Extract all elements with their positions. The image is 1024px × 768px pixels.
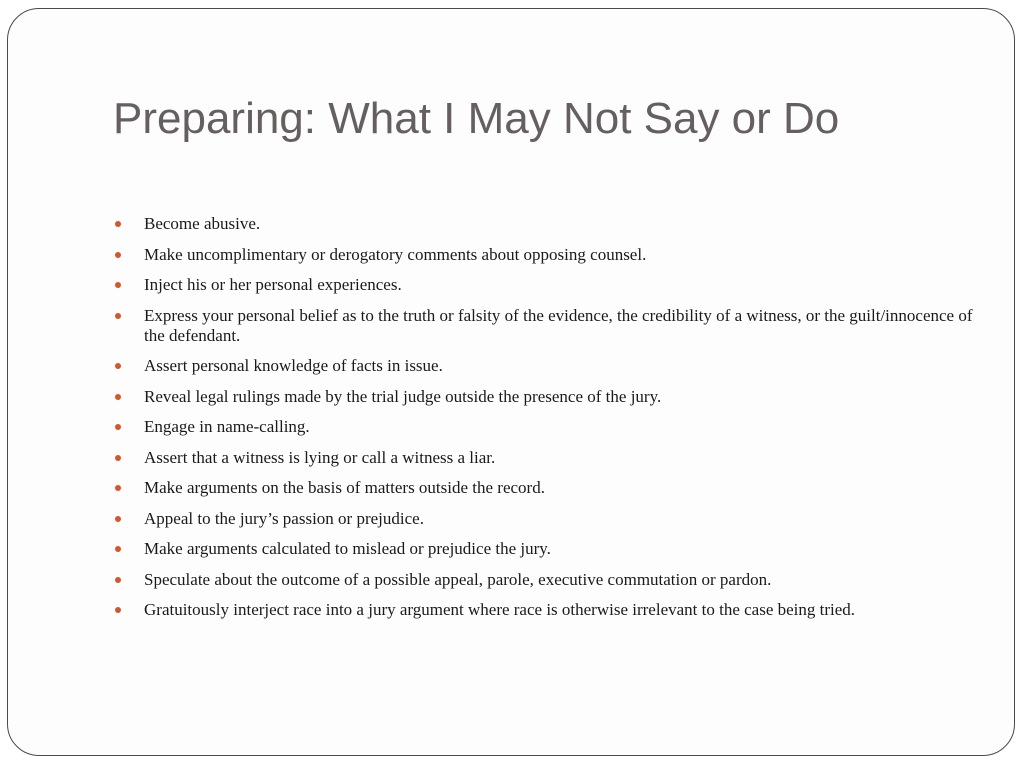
list-item-text: Inject his or her personal experiences. [144,275,402,294]
bullet-dot-icon [115,607,121,613]
list-item-text: Assert personal knowledge of facts in issue. [144,356,443,375]
bullet-dot-icon [115,455,121,461]
bullet-dot-icon [115,516,121,522]
bullet-dot-icon [115,313,121,319]
list-item [114,356,974,376]
list-item [114,275,974,295]
list-item [114,417,974,437]
list-item [114,478,974,498]
list-item-text: Gratuitously interject race into a jury argument where race is otherwise irrelevant to the case being tried. [144,600,856,619]
bullet-dot-icon [115,424,121,430]
list-item [114,245,974,265]
list-item-text: Reveal legal rulings made by the trial judge outside the presence of the jury. [144,386,662,406]
bullet-list [114,214,974,631]
list-item-text: Make arguments on the basis of matters outside the record. [144,478,545,497]
bullet-dot-icon [115,252,121,258]
list-item-text: Appeal to the jury’s passion or prejudice. [144,508,424,528]
list-item [114,448,974,468]
list-item-text: Engage in name-calling. [144,417,310,436]
list-item [114,387,974,407]
list-item-text: Make arguments calculated to mislead or prejudice the jury. [144,539,551,558]
bullet-dot-icon [115,221,121,227]
list-item [114,600,974,620]
bullet-dot-icon [115,577,121,583]
bullet-dot-icon [115,394,121,400]
list-item [114,539,974,559]
bullet-dot-icon [115,546,121,552]
list-item [114,509,974,529]
list-item [114,306,974,346]
list-item-text: Speculate about the outcome of a possible appeal, parole, executive commutation or pardon. [144,569,772,589]
list-item [114,214,974,234]
list-item-text: Express your personal belief as to the truth or falsity of the evidence, the credibility of a witness, or the guilt/innocence of the defendant. [144,305,973,345]
bullet-dot-icon [115,485,121,491]
bullet-dot-icon [115,282,121,288]
list-item-text: Make uncomplimentary or derogatory comments about opposing counsel. [144,244,647,264]
list-item [114,570,974,590]
slide-title: Preparing: What I May Not Say or Do [113,94,840,143]
list-item-text: Become abusive. [144,214,261,233]
list-item-text: Assert that a witness is lying or call a witness a liar. [144,447,496,467]
bullet-dot-icon [115,363,121,369]
